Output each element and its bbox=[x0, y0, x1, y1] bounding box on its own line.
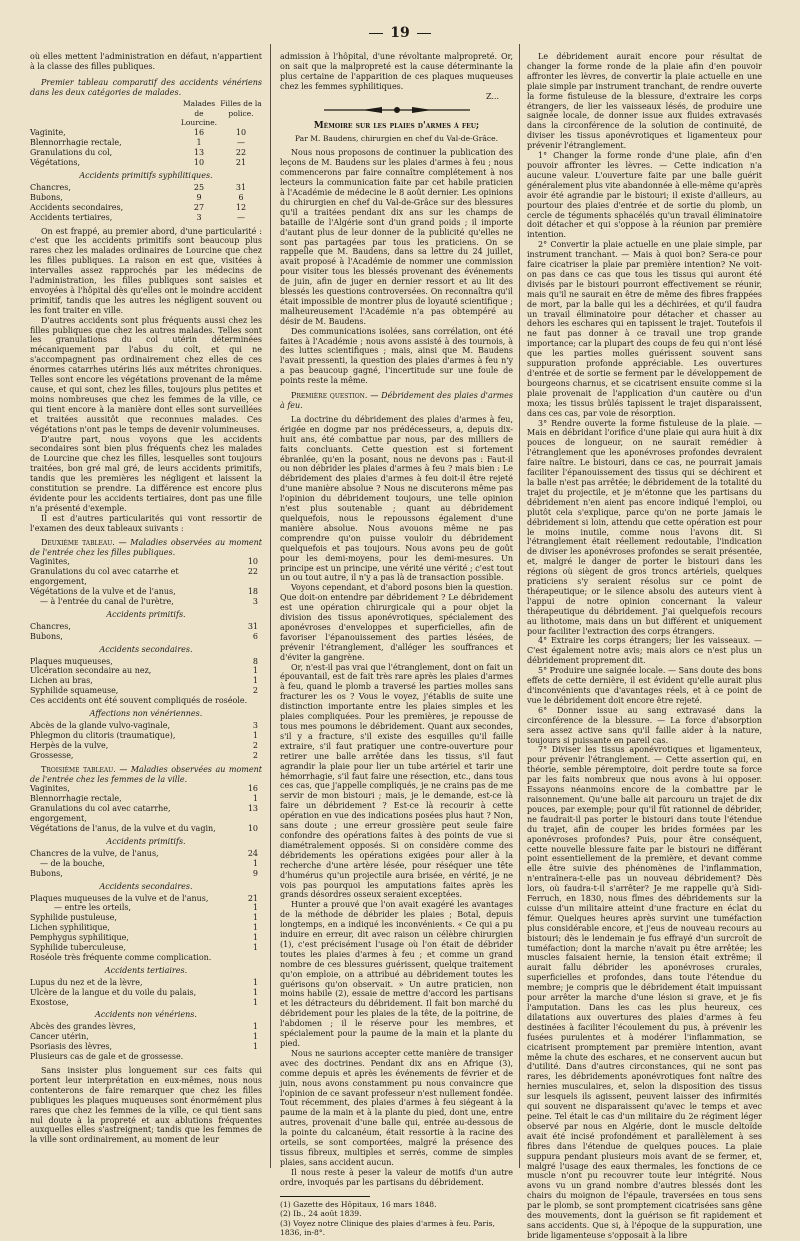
table-row: Vaginite, 16 10 bbox=[30, 128, 247, 138]
table-row: Blennorrhagie rectale, 1 bbox=[30, 794, 258, 804]
table-subheading: Accidents primitifs. bbox=[106, 609, 186, 619]
table-row: Exostose, 1 bbox=[30, 997, 258, 1007]
page-header bbox=[0, 12, 800, 41]
table-row: Végétations de la vulve et de l'anus, 18 bbox=[30, 587, 258, 597]
table-subheading: Accidents non vénériens. bbox=[95, 1010, 197, 1020]
footnote: (3) Voyez notre Clinique des plaies d'armes à feu. Paris, 1836, in-8°. bbox=[280, 1218, 495, 1238]
table-row: Syphilide pustuleuse, 1 bbox=[30, 913, 258, 923]
article-title: Mémoire sur les plaies d'armes à feu; bbox=[313, 120, 480, 131]
paragraph: Nous nous proposons de continuer la publication des leçons de M. Baudens sur les plaies d'armes à feu ; nous commencerons par faire connaître complétement à nos lecteurs la communication faite par cet habile praticien à l'Académie de médecine le 8 août dernier. Les opinions du chirurgien en chef du Val-de-Grâce sur des blessures qu'il a traitées pendant dix ans sur les champs de bataille de l'Algérie sont d'un grand poids ; il importe d'autant plus de leur donner de la publicité qu'elles ne sont pas partagées par tous les praticiens. On se rappelle que M. Baudens, dans sa lettre du 24 juillet, avait proposé à l'Académie de nommer une commission pour visiter tous les blessés provenant des événements de juin, afin de juger en dernier ressort et au lit des blessés les questions controversées. On reconnaîtra qu'il était impossible de montrer plus de loyauté scientifique ; malheureusement l'Académie n'a pas obtempéré au désir de M. Baudens. bbox=[280, 148, 513, 326]
paragraph: Le débridement aurait encore pour résultat de changer la forme ronde de la plaie afin d'en pouvoir affronter les lèvres, de convertir la plaie actuelle en une plaie simple par instrument tranchant, de rendre ouverte la forme fistuleuse de la blessure, d'extraire les corps étrangers, de lier les vaisseaux lésés, de produire une saignée locale, de donner issue aux fluides extravasés dans la circonférence de la solution de continuité, de diviser les tissus aponévrotiques et ligamenteux pour prévenir l'étranglement. bbox=[527, 52, 762, 151]
table-caption: Premier tableau comparatif des accidents vénériens dans les deux catégories de malades. bbox=[30, 77, 262, 97]
paragraph: 7° Diviser les tissus aponévrotiques et ligamenteux, pour prévenir l'étranglement. — Cette assertion qui, en théorie, semble péremptoire, doit perdre toute sa force par les faits nombreux que nous avons à lui opposer. Essayons néanmoins encore de la combattre par le raisonnement. Qu'une balle ait parcouru un trajet de dix pouces, par exemple; pour qu'il fût rationnel de débrider, ne faudrait-il pas porter le bistouri dans toute l'étendue du trajet, afin de couper les brides formées par les aponévroses profondes? Puis, pour être conséquent, cette nouvelle blessure faite par le bistouri ne différant point essentiellement de la première, et devant comme elle être suivie des phénomènes de l'inflammation, n'entraînera-t-elle pas un nouveau débridement? Dès lors, où faudra-t-il s'arrêter? Je me rappelle qu'à Sidi-Ferruch, en 1830, nous fîmes des débridements sur la cuisse d'un militaire atteint d'une fracture en éclat du fémur. Quelques heures après survint une tuméfaction plus considérable encore, et j'eus de nouveau recours au bistouri; dès le lendemain je fus effrayé d'un surcroît de tuméfaction; dont la marche n'avait pu être arrêtée; les muscles faisaient hernie, la tension était extrême; il aurait fallu débrider les aponévroses crurales, superficielles et profondes, dans toute l'étendue du membre; je compris que le débridement était impuissant pour arrêter la marche d'une lésion si grave, et je fis l'amputation. Dans les cas les plus heureux, ces dilatations aux ouvertures des plaies d'armes à feu destinées à faciliter l'écoulement du pus, à prévenir les fusées purulentes et à modérer l'inflammation, se cicatrisent promptement par première intention, avant même la chute des eschares, et ne conservent aucun but d'utilité. Dans d'autres circonstances, qui ne sont pas rares, les débridements aponévrotiques font naître des hernies musculaires, et, selon la disposition des tissus sur lesquels ils agissent, peuvent laisser des infirmités qui souvent ne disparaissent qu'avec le temps et avec peine. Tel était le cas d'un militaire du 2e régiment léger observé par nous en Algérie, dont le muscle deltoïde avait été incisé profondément et parallèlement à ses fibres dans l'étendue de quelques pouces. La plaie suppura pendant plusieurs mois avant de se fermer, et, malgré l'usage des eaux thermales, les fonctions de ce muscle n'ont pu recouvrer toute leur intégrité. Nous avons vu un grand nombre d'autres blessés dont les chairs du moignon de l'épaule, traversées en tous sens par le plomb, se sont promptement cicatrisées sans gêne des mouvements, dont la guérison se fit rapidement et sans accidents. Que si, à l'époque de la suppuration, une bride ligamenteuse s'opposait à la libre bbox=[527, 745, 762, 1240]
table-row: Granulations du col avec catarrhe, engorgement, 13 bbox=[30, 804, 258, 824]
paragraph: où elles mettent l'administration en défaut, n'appartient à la classe des filles publiques. bbox=[30, 52, 262, 71]
article-byline: Par M. Baudens, chirurgien en chef du Val-de-Grâce. bbox=[294, 134, 499, 144]
table-subheading: Accidents tertiaires. bbox=[104, 965, 188, 975]
paragraph: Il est d'autres particularités qui vont ressortir de l'examen des deux tableaux suivants : bbox=[30, 513, 262, 533]
table-row: Plaques muqueuses, 8 bbox=[30, 656, 258, 666]
column-left bbox=[30, 52, 262, 1168]
table-row: Lupus du nez et de la lèvre, 1 bbox=[30, 977, 258, 987]
table-row: Abcès des grandes lèvres, 1 bbox=[30, 1022, 258, 1032]
paragraph: D'autres accidents sont plus fréquents aussi chez les filles publiques que chez les autres malades. Telles sont les granulations du col utérin déterminées mécaniquement par l'abus du coït, et qui ne s'accompagnent pas ordinairement chez elles de ces énormes catarrhes utérins liés aux métrites chroniques. Telles sont encore les végétations provenant de la même cause, et qui sont, chez les filles, toujours plus petites et moins nombreuses que chez les femmes de la ville, ce qui tient encore à la manière dont elles sont surveillées et traitées aussitôt que reconnues malades. Ces végétations n'ont pas le temps de devenir volumineuses. bbox=[30, 315, 262, 434]
table-row: Syphilide tuberculeuse, 1 bbox=[30, 943, 258, 953]
table-row: — à l'entrée du canal de l'urètre, 3 bbox=[40, 597, 258, 607]
table-row: Psoriasis des lèvres, 1 bbox=[30, 1042, 258, 1052]
table-filles-publiques bbox=[30, 557, 262, 607]
paragraph: 5° Produire une saignée locale. — Sans doute des bons effets de cette dernière, il est évident qu'elle aurait plus d'inconvénients que d'avantages réels, et à ce point de vue le débridement doit encore être rejeté. bbox=[527, 666, 762, 705]
table-femmes-ville bbox=[30, 784, 262, 834]
table-subheading: Accidents secondaires. bbox=[99, 644, 193, 654]
table-row: Abcès de la glande vulvo-vaginale, 3 bbox=[30, 721, 258, 730]
table-row: Bubons, 6 bbox=[30, 631, 258, 641]
table-row: Ulcère de la langue et du voile du palais, 1 bbox=[30, 987, 258, 997]
table-row: Ulcération secondaire au nez, 1 bbox=[30, 666, 258, 676]
table-section bbox=[30, 978, 262, 1008]
table-row: Accidents tertiaires, 3 — bbox=[30, 212, 245, 222]
paragraph: Sans insister plus longuement sur ces faits qui portent leur interprétation en eux-mêmes, nous nous contenterons de faire remarquer que chez les filles publiques les plaques muqueuses sont énormément plus rares que chez les femmes de la ville, ce qui tient sans nul doute à la propreté et aux ablutions fréquentes auxquelles elles s'astreignent; tandis que les femmes de la ville sont ordinairement, au moment de leur bbox=[30, 1066, 262, 1145]
column-middle bbox=[280, 52, 514, 1238]
table-row: Chancres, 31 bbox=[30, 621, 258, 631]
paragraph: Voyons cependant, et d'abord posons bien la question. Que doit-on entendre par débridement ? Le débridement est une opération chirurgicale qui a pour objet la division des tissus aponévrotiques, spécialement des aponévroses d'enveloppes et superficielles, afin de favoriser l'épanouissement des parties lésées, de prévenir l'étranglement, d'alléger les souffrances et d'éviter la gangrène. bbox=[280, 583, 513, 662]
column-header: Filles de la police. bbox=[220, 98, 262, 118]
table-row: Vaginites, 16 bbox=[30, 784, 258, 794]
column-right bbox=[527, 52, 762, 1240]
table-row: Blennorrhagie rectale, 1 — bbox=[30, 138, 245, 148]
column-divider bbox=[519, 44, 520, 1168]
table-subheading: Accidents primitifs syphilitiques. bbox=[79, 170, 213, 180]
table-row: Herpès de la vulve, 2 bbox=[30, 740, 258, 750]
footnotes bbox=[280, 1200, 513, 1238]
paragraph: 1° Changer la forme ronde d'une plaie, afin d'en pouvoir affronter les lèvres. — Cette indication n'a aucune valeur. L'ouverture faite par une balle guérit généralement plus vite abandonnée à elle-même qu'après avoir été agrandie par le bistouri; il existe d'ailleurs, au pourtour des plaies d'entrée et de sortie du plomb, un cercle de téguments sphacélés qu'un travail éliminatoire doit détacher et qui s'oppose à la réunion par première intention. bbox=[527, 151, 762, 240]
section-heading: Première question. — Débridement des plaies d'armes à feu. bbox=[280, 391, 514, 410]
table-row: Plaques muqueuses de la vulve et de l'anus, 21 bbox=[30, 893, 258, 903]
table-row: Lichen au bras, 1 bbox=[30, 676, 258, 686]
table-subheading: Affections non vénériennes. bbox=[89, 709, 203, 719]
paragraph: Hunter a prouvé que l'on avait exagéré les avantages de la méthode de débrider les plaies ; Botal, depuis longtemps, en a indiqué les inconvénients. « Ce qui a pu induire en erreur, dit avec raison un célèbre chirurgien (1), c'est précisément l'usage où l'on était de débrider toutes les plaies d'armes à feu ; et comme un grand nombre de ces blessures guérissent, quelque traitement qu'on emploie, on a attribué au débridement toutes les guérisons qu'on observait. » Un autre praticien, non moins habile (2), essaie de mettre d'accord les partisans et les détracteurs du débridement. Il fait bon marché du débridement pour les plaies de la tête, de la poitrine, de l'abdomen ; il le réserve pour les membres, et spécialement pour la paume de la main et la plante du pied. bbox=[280, 900, 513, 1048]
comparative-table bbox=[30, 99, 262, 168]
paragraph: Il nous reste à peser la valeur de motifs d'un autre ordre, invoqués par les partisans du débridement. bbox=[280, 1167, 513, 1187]
column-divider bbox=[270, 44, 271, 1168]
table-title: Troisième tableau. — Maladies observées au moment de l'entrée chez les femmes de la ville. bbox=[30, 764, 262, 784]
paragraph: Des communications isolées, sans corrélation, ont été faites à l'Académie ; nous avons assisté à des tournois, à des luttes scientifiques ; mais, ainsi que M. Baudens l'avait pressenti, la question des plaies d'armes à feu n'y a pas beaucoup gagné, l'incertitude sur une foule de points reste la même. bbox=[280, 326, 513, 386]
paragraph: 4° Extraire les corps étrangers; lier les vaisseaux. — C'est également notre avis; mais alors ce n'est plus un débridement proprement dit. bbox=[527, 636, 762, 666]
table-title: Deuxième tableau. — Maladies observées au moment de l'entrée chez les filles publiques. bbox=[30, 537, 263, 557]
footnote: (2) Ib., 24 août 1839. bbox=[280, 1209, 362, 1219]
table-subheading: Accidents secondaires. bbox=[99, 881, 193, 891]
table-section bbox=[30, 721, 262, 761]
paragraph: 6° Donner issue au sang extravasé dans la circonférence de la blessure. — La force d'absorption sera assez active sans qu'il faille aider à la nature, toujours si puissante en pareil cas. bbox=[527, 705, 762, 745]
table-section bbox=[30, 622, 262, 642]
table-row: Bubons, 9 bbox=[30, 868, 258, 878]
footnote: (1) Gazette des Hôpitaux, 16 mars 1848. bbox=[280, 1199, 437, 1209]
table-row: Grossesse, 2 bbox=[30, 750, 258, 760]
table-row: — entre les orteils, 1 bbox=[54, 903, 258, 913]
table-row: Cancer utérin, 1 bbox=[30, 1032, 258, 1042]
paragraph: 3° Rendre ouverte la forme fistuleuse de la plaie. — Mais en débridant l'orifice d'une plaie qui aura huit à dix pouces de longueur, on ne saurait remédier à l'étranglement que les aponévroses profondes devraient faire naître. Le bistouri, dans ce cas, ne pourrait jamais faciliter l'épanouissement des tissus qui se déchirent et la balle n'est pas arrêtée; le débridement de la totalité du trajet du projectile, et je m'étonne que les partisans du débridement n'en aient pas encore indiqué l'emploi, ou plutôt cela s'explique, parce qu'on ne porte jamais le débridement si loin, attendu que cette opération est pour le moins inutile, comme nous l'avons dit. Si l'étranglement était réellement redoutable, l'indication de diviser les aponévroses profondes se serait présentée, et, malgré le danger de porter le bistouri dans les régions où siègent de gros troncs artériels, quelques praticiens s'y seraient résolus sur ce point de thérapeutique; or le silence absolu des auteurs vient à l'appui de notre opinion concernant la valeur thérapeutique du débridement. J'ai quelquefois recours au lithotome, mais dans un but différent et uniquement pour faciliter l'extraction des corps étrangers. bbox=[527, 418, 762, 636]
table-section bbox=[30, 1022, 262, 1052]
table-note: Ces accidents ont été souvent compliqués de roséole. bbox=[30, 696, 248, 706]
table-row: — de la bouche, 1 bbox=[40, 858, 258, 868]
table-note: Plusieurs cas de gale et de grossesse. bbox=[30, 1052, 184, 1062]
table-subheading: Accidents primitifs. bbox=[106, 836, 186, 846]
paragraph: 2° Convertir la plaie actuelle en une plaie simple, par instrument tranchant. — Mais à quoi bon? Sera-ce pour faire cicatriser la plaie par première intention? Ne voit-on pas dans ce cas que tous les tissus qui auront été divisés par le bistouri pourront effectivement se réunir, mais qu'il ne saurait en être de même des fibres frappées de mort, par la balle qui les a déchirées, et qu'il faudra un travail éliminatoire pour détacher et chasser au dehors les eschares qui en tapissent le trajet. Toutefois il ne faut pas donner à ce travail une trop grande importance; car la plupart des coups de feu qui n'ont lésé que les parties molles guérissent souvent sans suppuration profonde appréciable. Les ouvertures d'entrée et de sortie se ferment par le développement de bourgeons charnus, et se cicatrisent ensuite comme si la plaie provenait de l'application d'un cautère ou d'un moxa; les tissus brûlés tapissent le trajet disparaissent, dans ces cas, par voie de résorption. bbox=[527, 240, 762, 418]
table-row: Lichen syphilitique, 1 bbox=[30, 923, 258, 933]
table-section bbox=[30, 657, 262, 697]
paragraph: admission à l'hôpital, d'une révoltante malpropreté. Or, on sait que la malpropreté est la cause déterminante la plus certaine de l'apparition de ces plaques muqueuses chez les femmes syphilitiques. bbox=[280, 52, 513, 91]
table-row: Syphilide squameuse, 2 bbox=[30, 686, 258, 696]
paragraph: Or, n'est-il pas vrai que l'étranglement, dont on fait un épouvantail, est de fait très rare après les plaies d'armes à feu, quand le plomb a traversé les parties molles sans fracturer les os ? Vous le voyez, j'établis de suite une distinction importante entre les plaies simples et les plaies compliquées. Pour les premières, je repousse de tous mes poumons le débridement. Quant aux secondes, s'il y a fracture, s'il existe des esquilles qu'il faille extraire, s'il faut pratiquer une contre-ouverture pour retirer une balle arrêtée dans les tissus, s'il faut agrandir la plaie pour lier un tube artériel et tarir une hémorrhagie, s'il faut faire une résection, etc., dans tous ces cas, que j'appelle compliqués, je ne crains pas de me servir de mon bistouri ; mais, je le demande, est-ce là faire un débridement ? Est-ce là recourir à cette opération en vue des indications posées plus haut ? Non, sans doute ; une erreur grossière peut seule faire confondre des opérations faites à des points de vue si diamétralement opposés. Si on considère comme des débridements les opérations exigées pour aller à la recherche d'une artère lésée, pour réséquer une tête d'humérus qu'un projectile aura brisée, en vérité, je ne vois pas pourquoi les amputations faites après les grands désordres osseux seraient exceptées. bbox=[280, 662, 513, 900]
footnote-rule bbox=[280, 1196, 370, 1197]
table-row: Bubons, 9 6 bbox=[30, 192, 244, 202]
table-row: Granulations du col avec catarrhe et engorgement, 22 bbox=[30, 567, 258, 587]
ornamental-divider bbox=[280, 106, 513, 116]
table-row: Pemphygus syphilitique, 1 bbox=[30, 933, 258, 943]
table-row: Accidents secondaires, 27 12 bbox=[30, 202, 247, 212]
table-row: Chancres de la vulve, de l'anus, 24 bbox=[30, 848, 258, 858]
table-section bbox=[30, 894, 262, 953]
paragraph: On est frappé, au premier abord, d'une particularité : c'est que les accidents primitifs sont beaucoup plus rares chez les malades ordinaires de Lourcine que chez les filles publiques. La raison en est que, visitées à intervalles assez rapprochés par les médecins de l'administration, les filles publiques sont saisies et envoyées à l'hôpital dès qu'elles ont le moindre accident primitif, tandis que les autres les négligent souvent ou les font traiter en ville. bbox=[30, 226, 262, 315]
table-row: Phlegmon du clitoris (traumatique), 1 bbox=[30, 730, 258, 740]
table-row: Granulations du col, 13 22 bbox=[30, 148, 247, 158]
comparative-table-part2 bbox=[30, 183, 262, 223]
table-row: Vaginites, 10 bbox=[30, 557, 258, 567]
table-section bbox=[30, 849, 262, 879]
paragraph: D'autre part, nous voyons que les accidents secondaires sont bien plus fréquents chez les malades de Lourcine que chez les filles, lesquelles sont toujours traitées, bon gré mal gré, de leurs accidents primitifs, tandis que les premières les négligent et laissent la constitution se prendre. La différence est encore plus évidente pour les accidents tertiaires, dont pas une fille n'a présenté d'exemple. bbox=[30, 434, 262, 513]
paragraph: La doctrine du débridement des plaies d'armes à feu, érigée en dogme par nos prédécesseurs, a, depuis dix-huit ans, été combattue par nous, par des milliers de faits concluants. Cette question est si fortement ébranlée, qu'en la posant, nous ne devons pas : Faut-il ou non débrider les plaies d'armes à feu ? mais bien : Le débridement des plaies d'armes à feu doit-il être rejeté d'une manière absolue ? Nous ne discuterons même pas l'opinion du débridement toujours, une telle opinion n'est plus soutenable ; quant au débridement quelquefois, nous le repoussons également d'une manière absolue. Nous avouons même ne pas comprendre qu'on puisse vouloir du débridement quelquefois et pas toujours. Nous avons peu de goût pour les demi-moyens, pour les demi-mesures. Un principe est un principe, une vérité une vérité ; c'est tout un ou tout autre, il n'y a pas là de transaction possible. bbox=[280, 414, 513, 583]
table-row: Végétations, 10 21 bbox=[30, 158, 247, 168]
paragraph: Nous ne saurions accepter cette manière de transiger avec des doctrines. Pendant dix ans en Afrique (3), comme depuis et après les événements de février et de juin, nous avons constamment pu nous convaincre que l'opinion de ce savant professeur n'est nullement fondée. Tout récemment, des plaies d'armes à feu siégeant à la paume de la main et à la plante du pied, dont une, entre autres, provenait d'une balle qui, entrée au-dessous de la pointe du calcanéum, était ressortie à la racine des orteils, se sont comportées, malgré la présence des tissus fibreux, multiples et serrés, comme de simples plaies, sans accident aucun. bbox=[280, 1048, 513, 1167]
page-number: 19 bbox=[0, 26, 800, 40]
article-signature: Z... bbox=[485, 91, 499, 101]
column-header: Malades de Lourcine. bbox=[180, 98, 218, 128]
table-row: Chancres, 25 31 bbox=[30, 182, 247, 192]
table-note: Roséole très fréquente comme complication. bbox=[30, 952, 212, 962]
table-row: Végétations de l'anus, de la vulve et du vagin, 10 bbox=[30, 824, 258, 834]
